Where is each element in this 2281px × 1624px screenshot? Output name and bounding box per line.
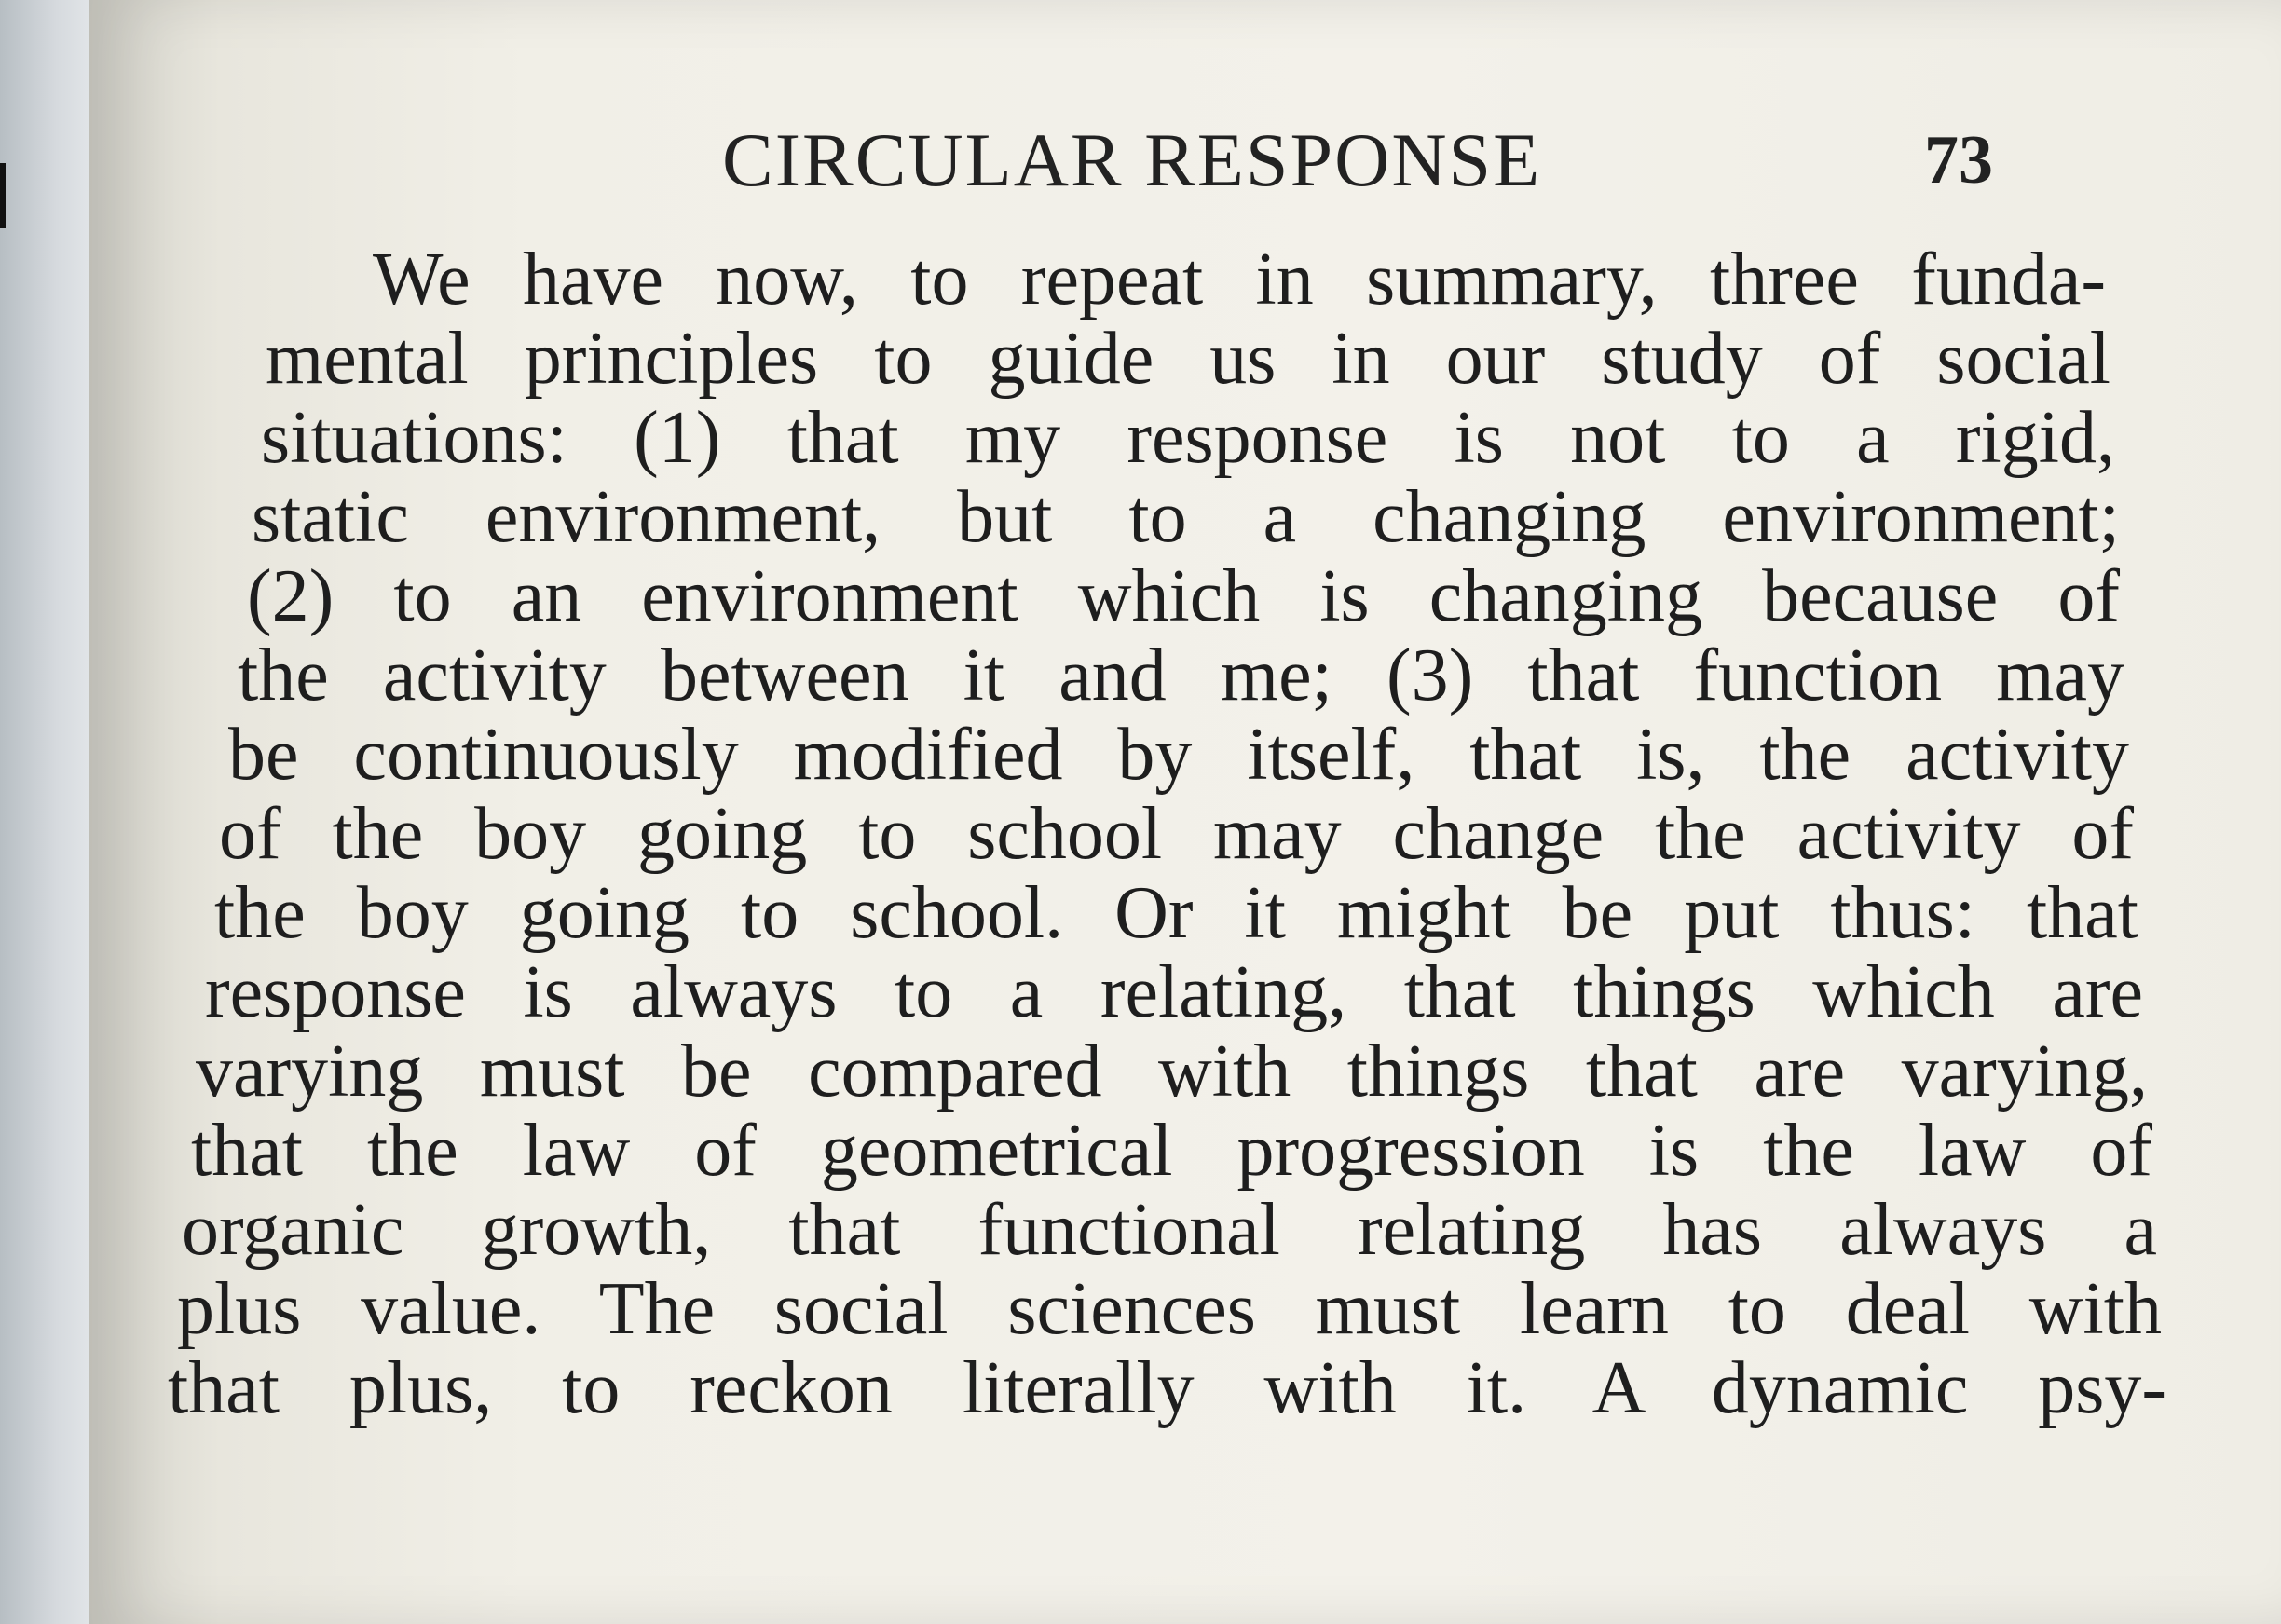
text-line: be continuously modified by itself, that is, the activity [228, 714, 2129, 796]
page-number: 73 [1924, 122, 1993, 198]
text-line: plus value. The social sciences must learn to deal with [177, 1268, 2162, 1350]
text-line: that the law of geometrical progression is the law of [191, 1110, 2152, 1192]
text-line: that plus, to reckon literally with it. A dynamic psy- [168, 1347, 2166, 1429]
text-line: mental principles to guide us in our study of social [266, 318, 2110, 400]
text-line: of the boy going to school may change the activity of [219, 793, 2134, 875]
text-line: (2) to an environment which is changing because of [247, 555, 2120, 637]
body-text [89, 238, 2281, 1624]
running-title: CIRCULAR RESPONSE [722, 117, 1542, 202]
running-head [89, 116, 2281, 200]
text-line: varying must be compared with things that are varying, [196, 1030, 2148, 1112]
text-line: static environment, but to a changing environment; [252, 476, 2120, 558]
text-line: the activity between it and me; (3) that function may [238, 635, 2124, 716]
text-line: We have now, to repeat in summary, three funda- [373, 239, 2106, 321]
text-line: organic growth, that functional relating has always a [182, 1189, 2157, 1271]
book-page [89, 0, 2281, 1624]
text-line: response is always to a relating, that things which are [205, 951, 2143, 1033]
text-line: the boy going to school. Or it might be put thus: that [214, 872, 2138, 954]
spine-mark [0, 163, 6, 228]
text-line: situations: (1) that my response is not to a rigid, [261, 397, 2115, 479]
